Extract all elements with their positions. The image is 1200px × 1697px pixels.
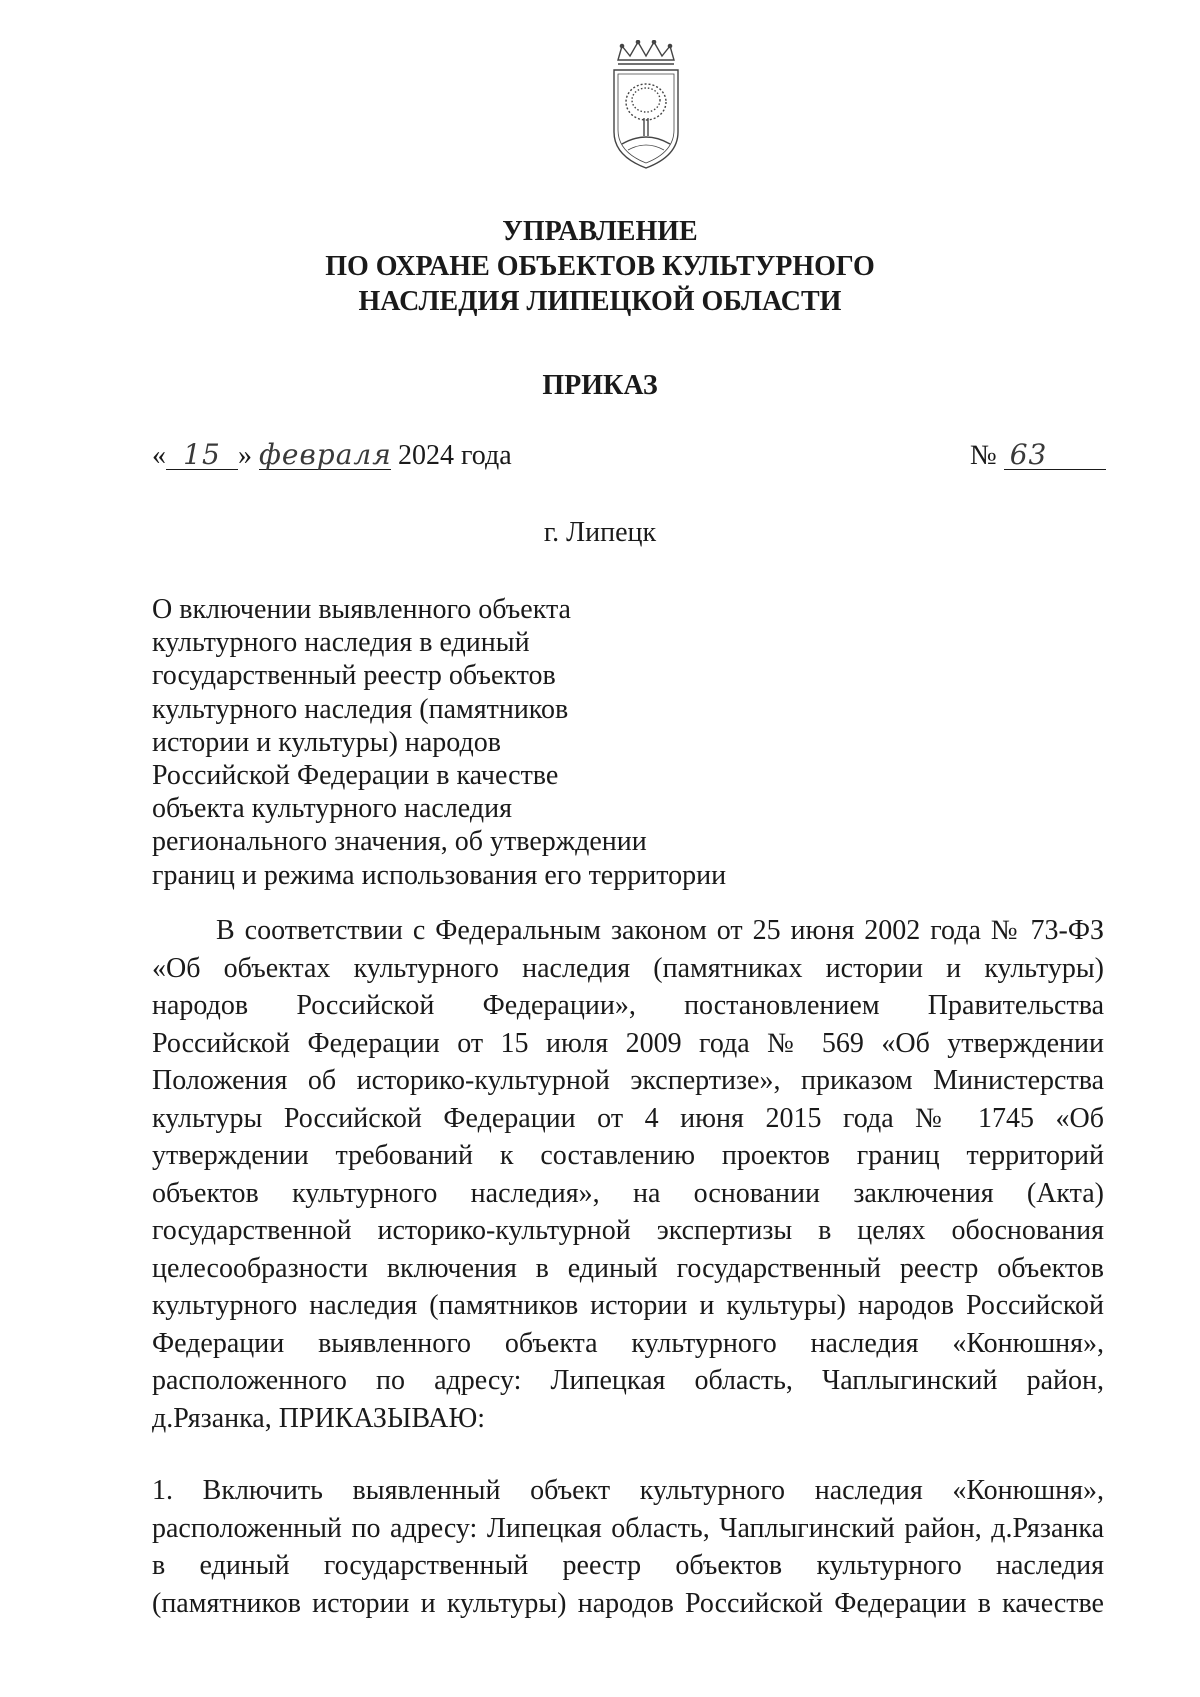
date-close-quote: » [238,440,252,471]
body-line: В соответствии с Федеральным законом от 25 июня 2002 года № 73-ФЗ [216,915,1104,946]
date-month-handwritten: февраля [259,438,392,471]
subject-line: истории и культуры) народов [152,726,501,758]
subject-line: объекта культурного наследия [152,793,512,825]
organization-header [0,214,1200,319]
body-line: Положения об историко-культурной экспертизе», приказом Министерства [152,1065,1104,1096]
number-handwritten: 63 [1009,438,1048,471]
coat-of-arms-emblem [608,40,684,172]
order-number [970,440,1106,472]
number-field [1004,438,1106,471]
date-year: 2024 года [398,440,512,471]
subject-line: культурного наследия (памятников [152,693,569,725]
body-line: «Об объектах культурного наследия (памятниках истории и культуры) [152,952,1104,984]
item-line: в единый государственный реестр объектов культурного наследия [152,1550,1104,1582]
item-line: расположенный по адресу: Липецкая область, Чаплыгинский район, д.Рязанка [152,1512,1104,1544]
item-line: (памятников истории и культуры) народов Российской Федерации в качестве [152,1587,1104,1619]
body-line: культурного наследия (памятников истории и культуры) народов Российской [152,1290,1104,1321]
body-line: Федерации выявленного объекта культурного наследия «Конюшня», [152,1327,1104,1359]
subject-line: государственный реестр объектов [152,660,556,692]
body-line: народов Российской Федерации», постановлением Правительства [152,990,1104,1021]
order-item-1 [152,1472,1104,1622]
date-day-field [166,438,238,471]
body-line: культуры Российской Федерации от 4 июня 2015 года № 1745 «Об [152,1102,1104,1134]
body-line: утверждении требований к составлению проектов границ территорий [152,1140,1104,1171]
date-day-handwritten: 15 [183,438,221,471]
date-open-quote: « [152,440,166,471]
body-line: целесообразности включения в единый государственный реестр объектов [152,1252,1104,1284]
header-line-1: УПРАВЛЕНИЕ [502,216,698,247]
item-line: 1. Включить выявленный объект культурного наследия «Конюшня», [152,1475,1104,1506]
subject-line: границ и режима использования его территории [152,859,727,891]
header-line-3: НАСЛЕДИЯ ЛИПЕЦКОЙ ОБЛАСТИ [358,286,842,317]
document-title: ПРИКАЗ [542,370,658,401]
number-prefix: № [970,440,997,471]
subject-line: регионального значения, об утверждении [152,826,647,858]
subject-line: культурного наследия в единый [152,627,530,659]
city: г. Липецк [543,517,657,548]
order-subject [152,593,792,892]
subject-line: О включении выявленного объекта [152,594,571,625]
body-line: государственной историко-культурной экспертизы в целях обоснования [152,1215,1104,1246]
order-date [152,440,512,472]
body-line: д.Рязанка, ПРИКАЗЫВАЮ: [152,1402,486,1434]
header-line-2: ПО ОХРАНЕ ОБЪЕКТОВ КУЛЬТУРНОГО [325,251,875,282]
preamble-paragraph [152,912,1104,1437]
subject-line: Российской Федерации в качестве [152,760,559,792]
date-month-field [259,438,392,471]
body-line: расположенного по адресу: Липецкая область, Чаплыгинский район, [152,1365,1104,1396]
body-line: объектов культурного наследия», на основании заключения (Акта) [152,1177,1104,1209]
body-line: Российской Федерации от 15 июля 2009 года № 569 «Об утверждении [152,1027,1104,1059]
